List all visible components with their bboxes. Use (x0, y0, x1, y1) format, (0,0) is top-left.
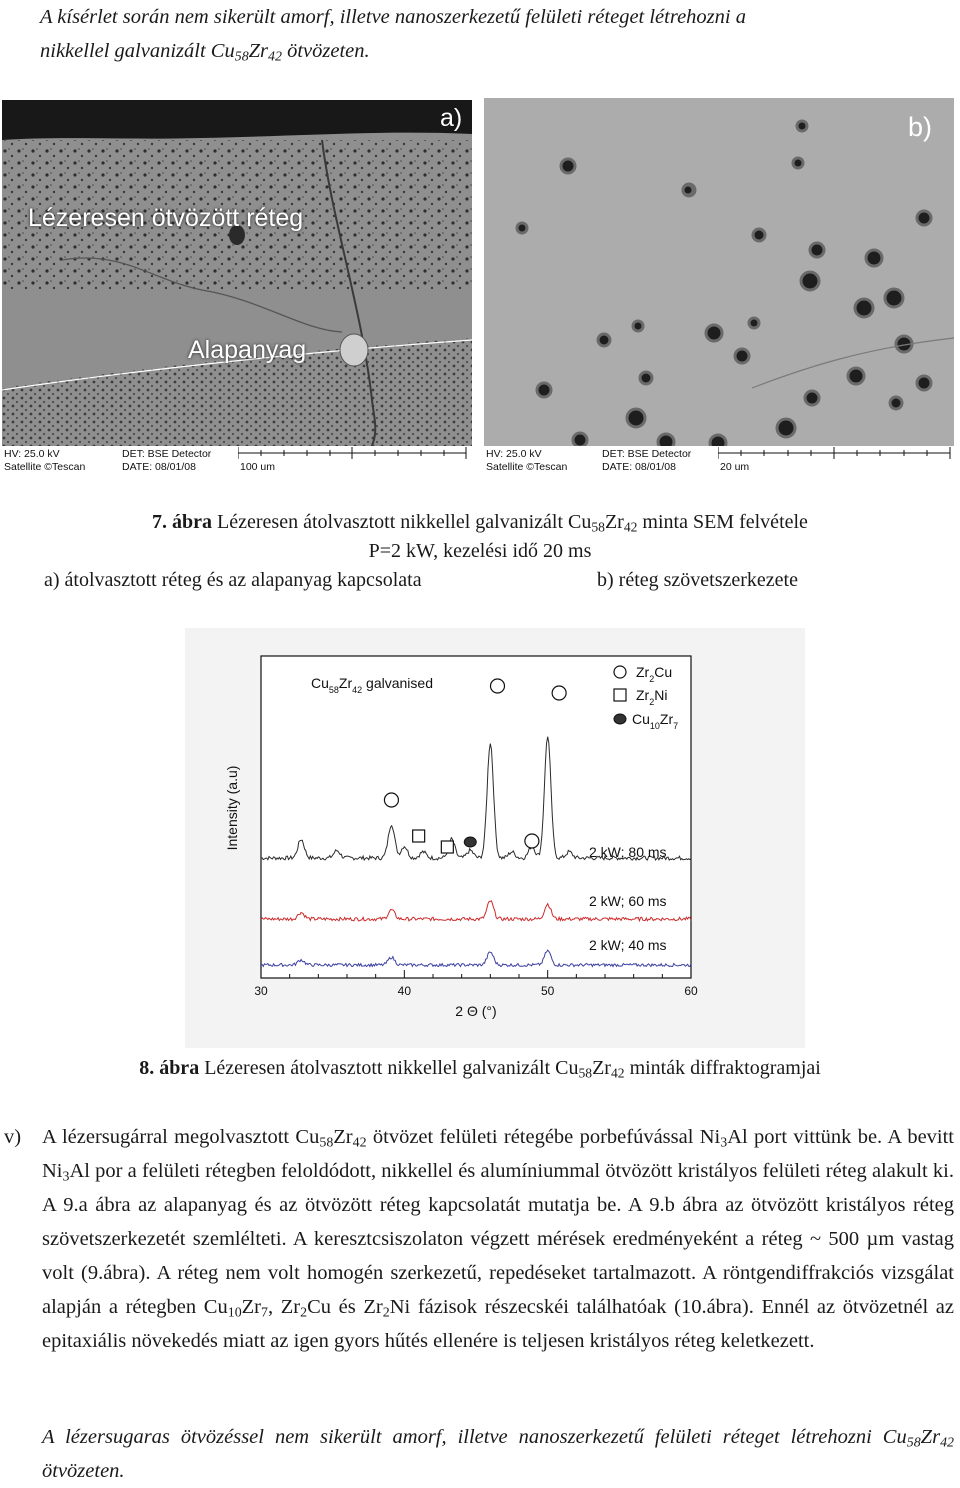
legend-label-zr2cu: $Zr_2Cu$ (636, 664, 673, 684)
figure-7-sub-b: b) réteg szövetszerkezete (597, 569, 798, 591)
series-label-40ms: 2 kW; 40 ms (589, 937, 667, 953)
x-axis-label: 2 Θ (°) (455, 1003, 497, 1019)
phase-marker-circle (525, 834, 539, 848)
sem-a-scale-label: 100 um (240, 461, 276, 473)
sem-b-date: DATE: 08/01/08 (602, 461, 676, 473)
sem-a-hv: HV: 25.0 kV (4, 448, 60, 460)
figure-7-caption: 7. ábra Lézeresen átolvasztott nikkellel galvanizált $Cu_{58}Zr_{42}$ minta SEM felvétele (152, 511, 808, 535)
series-label-80ms: 2 kW; 80 ms (589, 844, 667, 860)
x-tick-label: 60 (684, 984, 698, 998)
figure-7-number: 7. ábra (152, 511, 213, 533)
legend-label-cu10zr7: $Cu_{10}Zr_7$ (632, 711, 679, 731)
sem-b-brand: Satellite ©Tescan (486, 461, 568, 473)
sem-b-panel-label: b) (908, 112, 933, 142)
sem-image-a (2, 100, 472, 476)
chart-title: $Cu_{58}Zr_{42}$ galvanised (311, 675, 433, 695)
sem-b-texture (484, 98, 954, 476)
sem-b-info-bar (484, 446, 954, 476)
body-paragraph: A lézersugárral megolvasztott $Cu_{58}Zr_{42}$ ötvözet felületi rétegébe porbefúvással $Ni_3Al$ port vittünk be. A bevitt $Ni_3Al$ por a felületi rétegben feloldódott, nikkellel és alumíniummal ötvözött kristályos felületi réteg alakult ki. A 9.a ábra az alapanyag és az ötvözött réteg kapcsolatát mutatja be. A 9.b ábra az ötvözött kristályos réteg szövetszerkezetét szemlélteti. A keresztcsiszolaton végzett mérések eredményeként a réteg ~ 500 µm vastag volt (9.ábra). A réteg nem volt homogén szerkezetű, repedéseket tartalmazott. A röntgendiffrakciós vizsgálat alapján a rétegben $Cu_{10}Zr_7$, $Zr_2Cu$ és $Zr_2Ni$ fázisok részecskéi találhatóak (10.ábra). Ennél az ötvözetnél az epitaxiális növekedés miatt az igen gyors hűtés ellenére is teljesen kristályos réteg keletkezett. (42, 1126, 954, 1352)
intro-line-2: nikkellel galvanizált $Cu_{58}Zr_{42}$ ötvözeten. (40, 40, 370, 65)
sem-image-b (484, 98, 954, 476)
sem-b-scale-bar (718, 447, 954, 461)
legend-marker-zr2ni (614, 689, 626, 701)
legend-label-zr2ni: $Zr_2Ni$ (636, 687, 668, 707)
y-axis-label: Intensity (a.u) (224, 765, 240, 851)
x-tick-label: 30 (254, 984, 268, 998)
intro-text (40, 0, 954, 68)
sem-b-scale-label: 20 um (720, 461, 750, 473)
sem-a-texture (2, 100, 472, 476)
sem-a-scale-bar (238, 447, 468, 461)
sem-a-layer-label: Lézeresen ötvözött réteg (28, 204, 304, 232)
phase-marker-circle (552, 686, 566, 700)
xrd-chart (185, 628, 805, 1048)
sem-b-hv: HV: 25.0 kV (486, 448, 542, 460)
paragraph-prefix: v) (4, 1126, 22, 1148)
plot-frame (261, 656, 691, 978)
figure-7-params: P=2 kW, kezelési idő 20 ms (368, 540, 592, 562)
sem-a-brand: Satellite ©Tescan (4, 461, 86, 473)
sem-a-panel-label: a) (440, 104, 463, 132)
x-tick-label: 40 (397, 984, 412, 998)
series-label-60ms: 2 kW; 60 ms (589, 893, 667, 909)
phase-marker-circle (491, 679, 505, 693)
x-tick-label: 50 (540, 984, 555, 998)
sem-b-detector: DET: BSE Detector (602, 448, 692, 460)
figure-7-sub-a: a) átolvasztott réteg és az alapanyag kapcsolata (44, 569, 422, 591)
phase-marker-square (441, 841, 453, 853)
sem-a-info-bar (2, 446, 472, 476)
figure-8-caption: 8. ábra Lézeresen átolvasztott nikkellel galvanizált $Cu_{58}Zr_{42}$ minták diffraktogramjai (139, 1057, 821, 1081)
sem-a-base-label: Alapanyag (188, 336, 307, 364)
figure-8-number: 8. ábra (139, 1057, 200, 1079)
phase-marker-circle (384, 793, 398, 807)
intro-line-1: A kísérlet során nem sikerült amorf, illetve nanoszerkezetű felületi réteget létrehozni a (40, 6, 746, 28)
legend-marker-zr2cu (614, 666, 626, 678)
conclusion-paragraph: A lézersugaras ötvözéssel nem sikerült amorf, illetve nanoszerkezetű felületi réteget létrehozni $Cu_{58}Zr_{42}$ ötvözeten. (42, 1426, 954, 1482)
sem-a-date: DATE: 08/01/08 (122, 461, 196, 473)
legend-marker-cu10zr7 (614, 714, 626, 724)
sem-a-detector: DET: BSE Detector (122, 448, 212, 460)
phase-marker-filled (464, 837, 476, 847)
phase-marker-square (413, 830, 425, 842)
